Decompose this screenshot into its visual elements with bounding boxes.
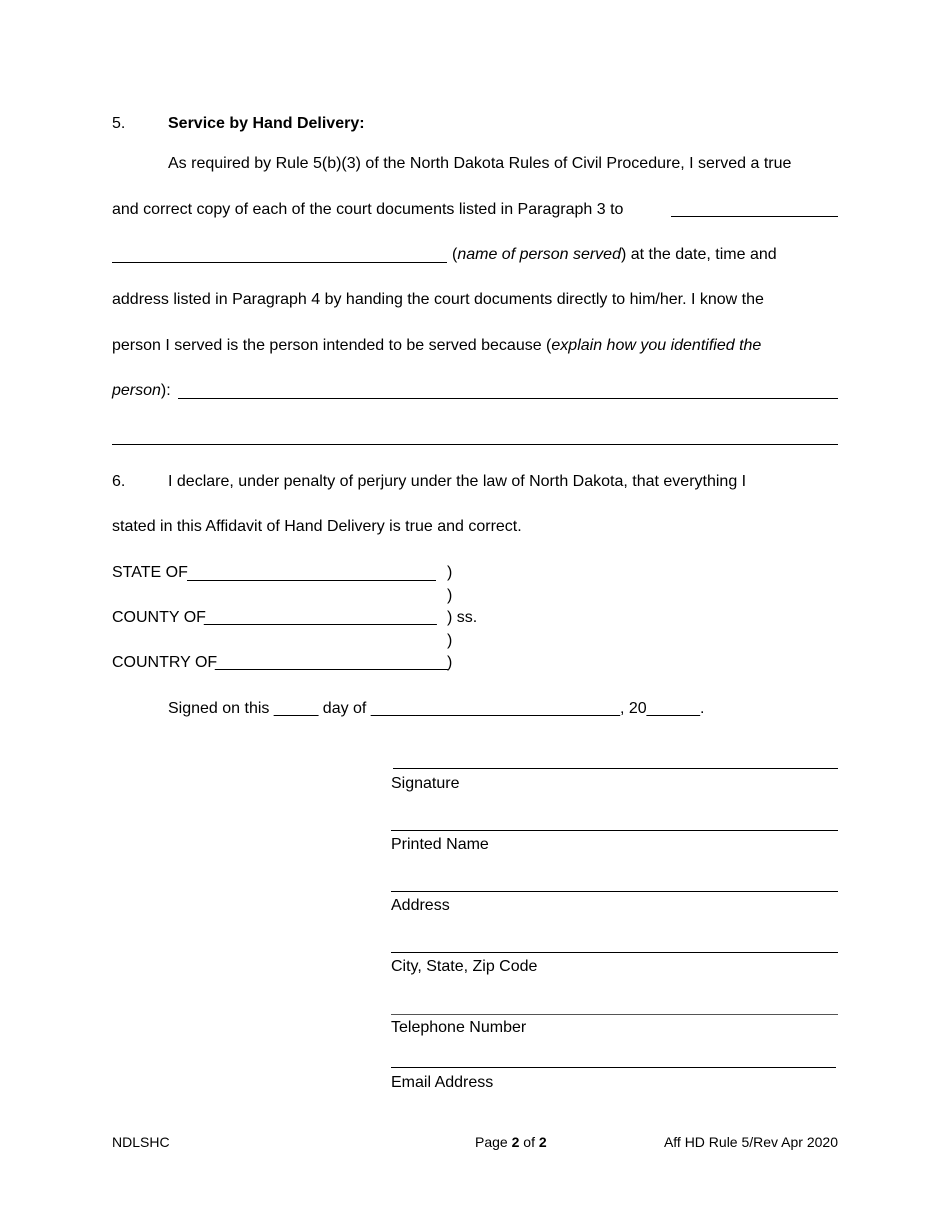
footer-right: Aff HD Rule 5/Rev Apr 2020	[663, 1134, 838, 1150]
printed-name-line[interactable]	[391, 830, 838, 831]
section-5-line-1: As required by Rule 5(b)(3) of the North Dakota Rules of Civil Procedure, I served a true	[168, 155, 792, 172]
footer-page-total: 2	[538, 1134, 547, 1150]
city-state-zip-label: City, State, Zip Code	[391, 958, 538, 975]
section-5-line-2: and correct copy of each of the court documents listed in Paragraph 3 to	[112, 201, 624, 218]
footer-left: NDLSHC	[112, 1134, 170, 1150]
served-person-blank-1[interactable]	[671, 216, 838, 217]
telephone-line[interactable]	[391, 1014, 838, 1015]
section-6-line-1: I declare, under penalty of perjury under the law of North Dakota, that everything I	[168, 473, 747, 490]
signature-label: Signature	[391, 775, 460, 792]
section-5-heading: Service by Hand Delivery:	[168, 115, 365, 132]
state-of-blank[interactable]	[187, 580, 436, 581]
county-of-blank[interactable]: ___________________________	[204, 609, 437, 626]
venue-paren-1: )	[447, 564, 453, 581]
section-5-line-5	[112, 336, 761, 356]
section-5-line-6-rest: ):	[160, 382, 171, 399]
identify-hint-person: person	[112, 382, 161, 399]
name-of-person-served-hint: name of person served	[457, 246, 621, 263]
address-line[interactable]	[391, 891, 838, 892]
section-5-line-6	[112, 381, 171, 401]
section-5-line-5-start: person I served is the person intended to be served because (	[112, 337, 552, 354]
section-6-number: 6.	[112, 473, 126, 490]
section-5-line-4: address listed in Paragraph 4 by handing the court documents directly to him/her. I know the	[112, 291, 764, 308]
venue-paren-5: )	[447, 654, 453, 671]
identify-hint: explain how you identified the	[551, 337, 762, 354]
address-label: Address	[391, 897, 450, 914]
section-5-number: 5.	[112, 115, 126, 132]
footer-page-current: 2	[511, 1134, 520, 1150]
signature-line[interactable]	[393, 768, 838, 769]
footer-page-word: Page	[475, 1134, 508, 1150]
section-5-line-3	[452, 245, 777, 265]
telephone-label: Telephone Number	[391, 1019, 527, 1036]
section-5-line-3-rest: ) at the date, time and	[620, 246, 777, 263]
venue-paren-2: )	[447, 587, 453, 604]
footer-page-number	[475, 1132, 547, 1152]
signed-on-line[interactable]: Signed on this _____ day of ____________________________, 20______.	[168, 700, 705, 717]
printed-name-label: Printed Name	[391, 836, 489, 853]
paren-open: (	[452, 246, 458, 263]
venue-paren-4: )	[447, 632, 453, 649]
county-of-label: COUNTY OF	[112, 609, 206, 626]
email-line[interactable]	[391, 1067, 836, 1068]
venue-paren-ss: ) ss.	[447, 609, 478, 626]
country-of-label: COUNTRY OF	[112, 654, 218, 671]
state-of-label: STATE OF	[112, 564, 188, 581]
country-of-blank[interactable]: ___________________________	[215, 654, 448, 671]
email-label: Email Address	[391, 1074, 494, 1091]
identification-blank-2[interactable]	[112, 444, 838, 445]
served-person-blank-2[interactable]	[112, 262, 447, 263]
city-state-zip-line[interactable]	[391, 952, 838, 953]
section-6-line-2: stated in this Affidavit of Hand Delivery is true and correct.	[112, 518, 522, 535]
footer-of-word: of	[523, 1134, 535, 1150]
identification-blank-1[interactable]	[178, 398, 838, 399]
